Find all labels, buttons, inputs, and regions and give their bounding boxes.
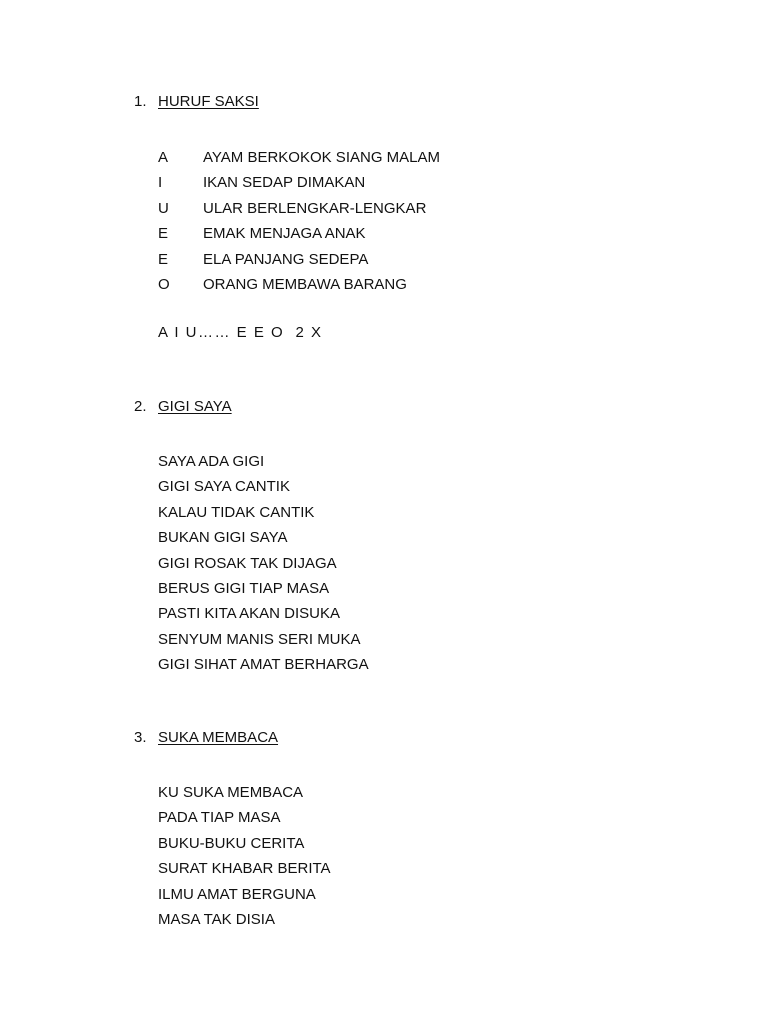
- vowel-row: [158, 247, 440, 272]
- poem-line: KU SUKA MEMBACA: [158, 784, 304, 801]
- section-number: 2.: [134, 398, 147, 415]
- section-heading: [134, 93, 440, 115]
- vowel-row: [158, 196, 440, 221]
- poem-line: GIGI ROSAK TAK DIJAGA: [158, 554, 337, 572]
- poem-line: SAYA ADA GIGI: [158, 453, 265, 470]
- vowel-row: [158, 145, 440, 170]
- poem-line: MASA TAK DISIA: [158, 910, 275, 928]
- vowel-list: [158, 145, 440, 297]
- poem-line: ILMU AMAT BERGUNA: [158, 885, 316, 903]
- section-title: SUKA MEMBACA: [158, 729, 279, 746]
- vowel-letter: E: [158, 225, 169, 243]
- vowel-letter: O: [158, 275, 170, 293]
- vowel-row: [158, 272, 440, 297]
- poem-line: PADA TIAP MASA: [158, 809, 281, 827]
- vowel-summary-line: A I U…… E E O 2 X: [158, 324, 323, 342]
- vowel-line: EMAK MENJAGA ANAK: [203, 225, 366, 243]
- section-gigi-saya: [134, 398, 369, 678]
- vowel-line: ELA PANJANG SEDEPA: [203, 250, 369, 268]
- vowel-line: ORANG MEMBAWA BARANG: [203, 275, 407, 293]
- section-heading: [134, 398, 369, 420]
- vowel-line: AYAM BERKOKOK SIANG MALAM: [203, 149, 440, 166]
- poem-line: KALAU TIDAK CANTIK: [158, 503, 315, 521]
- vowel-row: [158, 170, 440, 195]
- poem-line: GIGI SAYA CANTIK: [158, 478, 290, 496]
- section-title: HURUF SAKSI: [158, 93, 259, 110]
- vowel-letter: I: [158, 174, 163, 192]
- section-number: 1.: [134, 93, 147, 110]
- poem-line: GIGI SIHAT AMAT BERHARGA: [158, 656, 369, 674]
- vowel-line: ULAR BERLENGKAR-LENGKAR: [203, 199, 427, 217]
- vowel-row: [158, 221, 440, 246]
- vowel-letter: U: [158, 199, 169, 217]
- section-huruf-saksi: [134, 93, 440, 344]
- poem-lines: [158, 780, 331, 932]
- poem-line: SENYUM MANIS SERI MUKA: [158, 630, 361, 648]
- poem-line: SURAT KHABAR BERITA: [158, 860, 331, 878]
- poem-line: BERUS GIGI TIAP MASA: [158, 579, 330, 597]
- section-title: GIGI SAYA: [158, 398, 232, 415]
- poem-line: PASTI KITA AKAN DISUKA: [158, 605, 340, 623]
- section-heading: [134, 729, 331, 751]
- vowel-letter: E: [158, 250, 169, 268]
- poem-line: BUKAN GIGI SAYA: [158, 529, 288, 547]
- poem-line: BUKU-BUKU CERITA: [158, 834, 305, 852]
- poem-lines: [158, 449, 369, 678]
- vowel-line: IKAN SEDAP DIMAKAN: [203, 174, 366, 192]
- section-suka-membaca: [134, 729, 331, 932]
- section-number: 3.: [134, 729, 147, 746]
- vowel-letter: A: [158, 149, 169, 166]
